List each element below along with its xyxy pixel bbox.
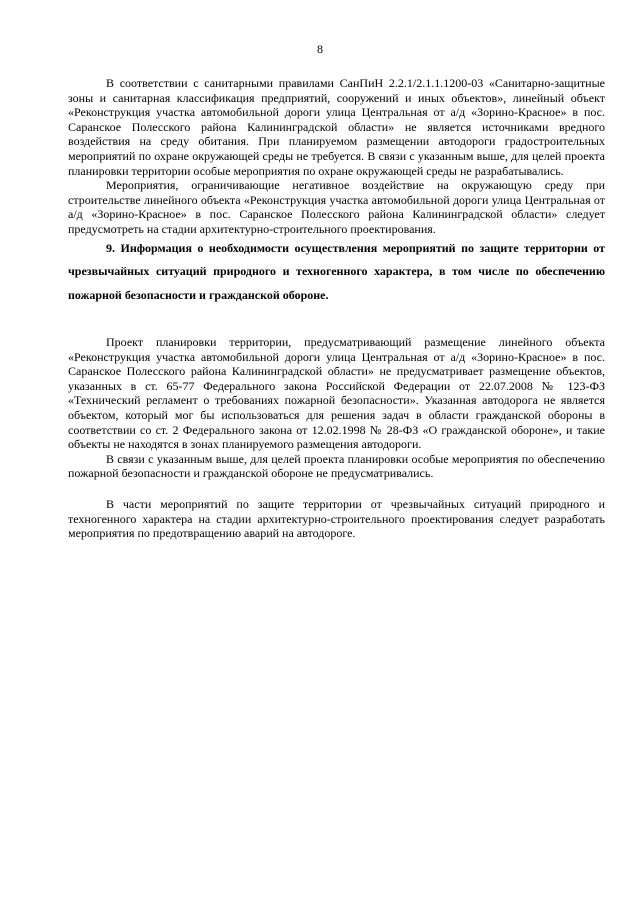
paragraph: В части мероприятий по защите территории от чрезвычайных ситуаций природного и техногенного характера на стадии архитектурно-строительного проектирования следует разработать мероприятия по предотвращению аварий на автодороге.	[68, 496, 605, 541]
paragraph: В связи с указанным выше, для целей проекта планировки особые мероприятия по обеспечению пожарной безопасности и гражданской обороне не предусматривались.	[68, 451, 605, 481]
paragraph: В соответствии с санитарными правилами СанПиН 2.2.1/2.1.1.1200-03 «Санитарно-защитные зоны и санитарная классификация предприятий, сооружений и иных объектов», линейный объект «Реконструкция участка автомобильной дороги улица Центральная от а/д «Зорино-Красное» в пос. Саранское Полесского района Калининградской области» не является источниками вредного воздействия на среду обитания. При планируемом размещении автодороги градостроительных мероприятий по охране окружающей среды не требуется. В связи с указанным выше, для целей проекта планировки территории особые мероприятия по охране окружающей среды не разрабатывались.	[68, 76, 605, 178]
section-heading: 9. Информация о необходимости осуществления мероприятий по защите территории от чрезвычайных ситуаций природного и техногенного характера, в том числе по обеспечению пожарной безопасности и гражданской обороне.	[68, 240, 605, 302]
paragraph: Мероприятия, ограничивающие негативное воздействие на окружающую среду при строительстве линейного объекта «Реконструкция участка автомобильной дороги улица Центральная от а/д «Зорино-Красное» в пос. Саранское Полесского района Калининградской области» следует предусмотреть на стадии архитектурно-строительного проектирования.	[68, 178, 605, 236]
document-body	[68, 76, 605, 541]
paragraph: Проект планировки территории, предусматривающий размещение линейного объекта «Реконструкция участка автомобильной дороги улица Центральная от а/д «Зорино-Красное» в пос. Саранское Полесского района Калининградской области» не предусматривает размещение объектов, указанных в ст. 65-77 Федерального закона Российской Федерации от 22.07.2008 № 123-ФЗ «Технический регламент о требованиях пожарной безопасности». Указанная автодорога не является объектом, который мог бы использоваться для решения задач в области гражданской обороны в соответствии со ст. 2 Федерального закона от 12.02.1998 № 28-ФЗ «О гражданской обороне», и такие объекты не находятся в зонах планируемого размещения автодороги.	[68, 335, 605, 452]
page-number: 8	[317, 42, 323, 56]
